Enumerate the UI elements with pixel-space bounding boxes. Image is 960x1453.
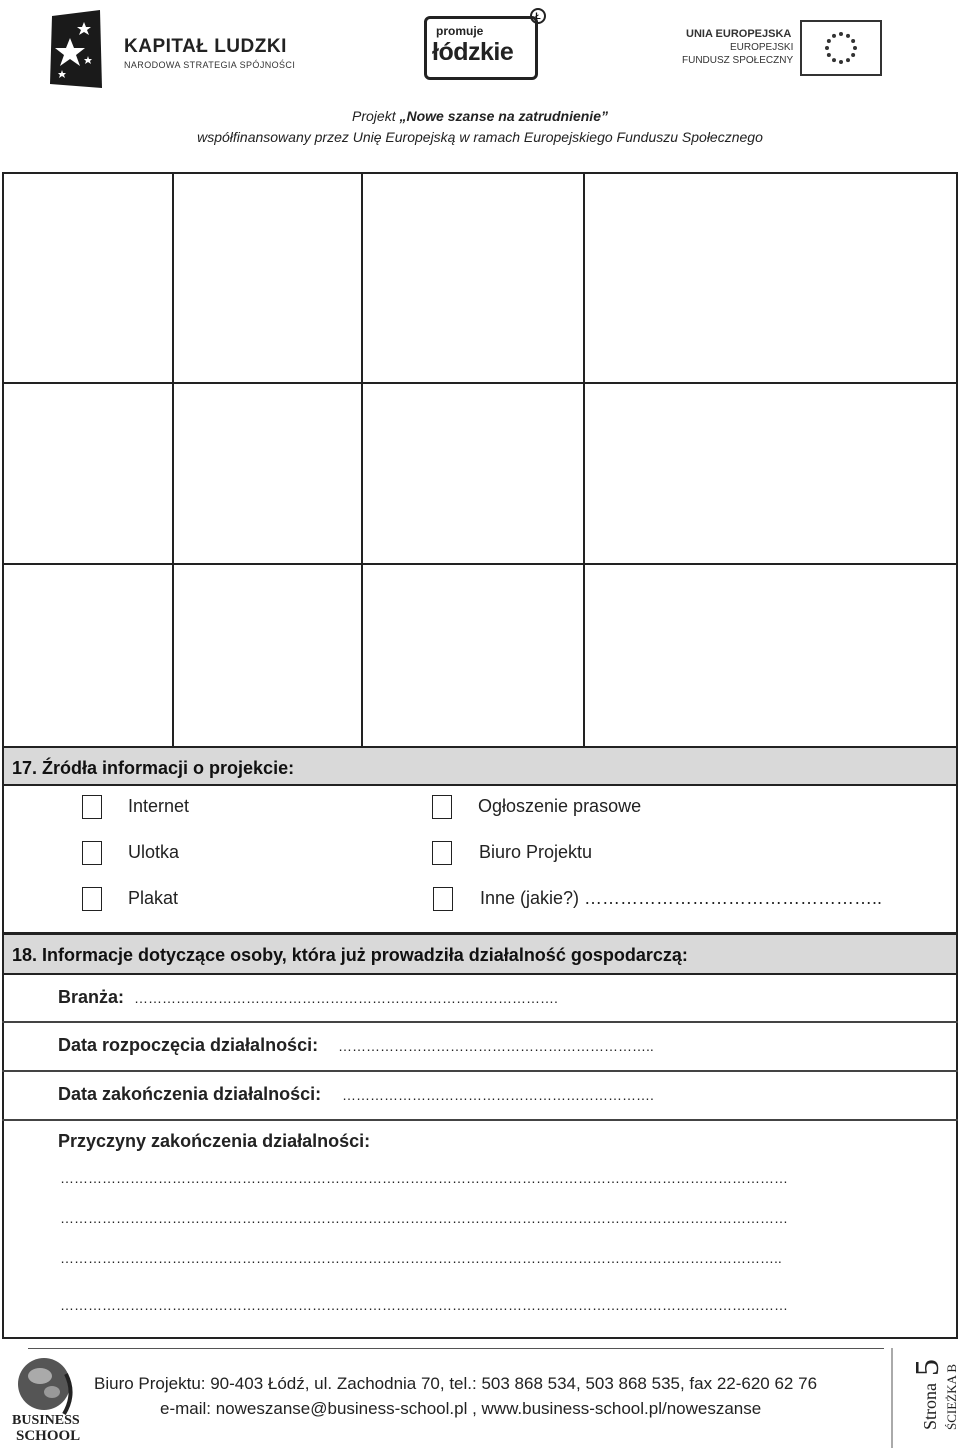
reasons-line-3[interactable]: ……………………………………………………………………………………………………………………………………….. xyxy=(60,1250,782,1266)
logo-business-text: BUSINESS xyxy=(12,1413,80,1428)
table-continuation-grid xyxy=(2,172,958,748)
end-date-field[interactable]: …………………………………………………………. xyxy=(342,1087,654,1103)
option-inne[interactable]: Inne (jakie?) ………………………………………….. xyxy=(480,888,883,908)
reasons-line-4[interactable]: ………………………………………………………………………………………………………………………………………… xyxy=(60,1297,788,1313)
eu-star-icon xyxy=(832,58,836,62)
eu-star-icon xyxy=(846,58,850,62)
logo-school-text: SCHOOL xyxy=(16,1428,81,1444)
footer-divider xyxy=(28,1348,884,1349)
section-17-heading: 17. Źródła informacji o projekcie: xyxy=(2,746,958,786)
checkbox-ulotka[interactable] xyxy=(82,841,102,865)
footer-address: Biuro Projektu: 90-403 Łódź, ul. Zachodnia 70, tel.: 503 868 534, 503 868 535, fax 22-620 62 76 xyxy=(94,1374,818,1393)
business-school-logo xyxy=(10,1354,82,1444)
reasons-label: Przyczyny zakończenia działalności: xyxy=(58,1131,371,1151)
eu-label-line2: EUROPEJSKI xyxy=(730,42,794,53)
row-divider xyxy=(2,1070,958,1072)
promuje-badge-icon: Ł xyxy=(530,8,546,24)
eu-star-icon xyxy=(851,53,855,57)
checkbox-ogloszenie[interactable] xyxy=(432,795,452,819)
project-prefix: Projekt xyxy=(352,108,400,124)
reasons-line-1[interactable]: ………………………………………………………………………………………………………………………………………… xyxy=(60,1170,788,1186)
eu-star-icon xyxy=(825,46,829,50)
page-marker xyxy=(888,1348,960,1448)
row-divider xyxy=(2,1021,958,1023)
footer-contact: e-mail: noweszanse@business-school.pl , www.business-school.pl/noweszanse xyxy=(160,1399,762,1418)
checkbox-biuro[interactable] xyxy=(432,841,452,865)
eu-star-icon xyxy=(839,32,843,36)
row-divider xyxy=(2,1119,958,1121)
start-date-label: Data rozpoczęcia działalności: xyxy=(58,1035,319,1055)
kapital-ludzki-subtitle: NARODOWA STRATEGIA SPÓJNOŚCI xyxy=(124,60,296,70)
checkbox-inne[interactable] xyxy=(433,887,453,911)
page-label: Strona xyxy=(920,1383,940,1430)
option-plakat: Plakat xyxy=(128,888,179,908)
option-ogloszenie: Ogłoszenie prasowe xyxy=(478,796,642,816)
eu-label-line3: FUNDUSZ SPOŁECZNY xyxy=(682,55,794,66)
option-internet: Internet xyxy=(128,796,190,816)
eu-star-icon xyxy=(827,39,831,43)
branza-label: Branża: xyxy=(58,987,125,1007)
start-date-field[interactable]: ………………………………………………………….. xyxy=(338,1038,654,1054)
page-number: 5 xyxy=(909,1359,946,1376)
eu-star-icon xyxy=(839,60,843,64)
eu-star-icon xyxy=(827,53,831,57)
project-name: „Nowe szanse na zatrudnienie” xyxy=(399,108,608,124)
lodzkie-big-text: łódzkie xyxy=(432,38,514,66)
eu-star-icon xyxy=(851,39,855,43)
eu-star-icon xyxy=(853,46,857,50)
option-ulotka: Ulotka xyxy=(128,842,180,862)
section-18-box xyxy=(2,973,958,1339)
eu-label-line1: UNIA EUROPEJSKA xyxy=(686,28,792,40)
option-biuro: Biuro Projektu xyxy=(479,842,593,862)
eu-star-icon xyxy=(832,34,836,38)
path-label: ŚCIEŻKA B xyxy=(944,1363,959,1430)
kapital-ludzki-title: KAPITAŁ LUDZKI xyxy=(124,36,287,57)
section-18-heading: 18. Informacje dotyczące osoby, która już prowadziła działalność gospodarczą: xyxy=(2,933,958,975)
business-school-globe-icon xyxy=(10,1354,82,1444)
kapital-ludzki-emblem-icon xyxy=(48,10,104,90)
eu-flag-icon xyxy=(800,20,882,76)
end-date-label: Data zakończenia działalności: xyxy=(58,1084,322,1104)
cofinanced-line: współfinansowany przez Unię Europejską w ramach Europejskiego Funduszu Społecznego xyxy=(197,129,763,145)
eu-star-icon xyxy=(846,34,850,38)
checkbox-internet[interactable] xyxy=(82,795,102,819)
reasons-line-2[interactable]: ………………………………………………………………………………………………………………………………………… xyxy=(60,1210,788,1226)
promuje-small-text: promuje xyxy=(436,24,484,38)
checkbox-plakat[interactable] xyxy=(82,887,102,911)
branza-field[interactable]: ………………………………………………………………………………. xyxy=(134,990,558,1006)
project-title-line xyxy=(0,108,960,124)
